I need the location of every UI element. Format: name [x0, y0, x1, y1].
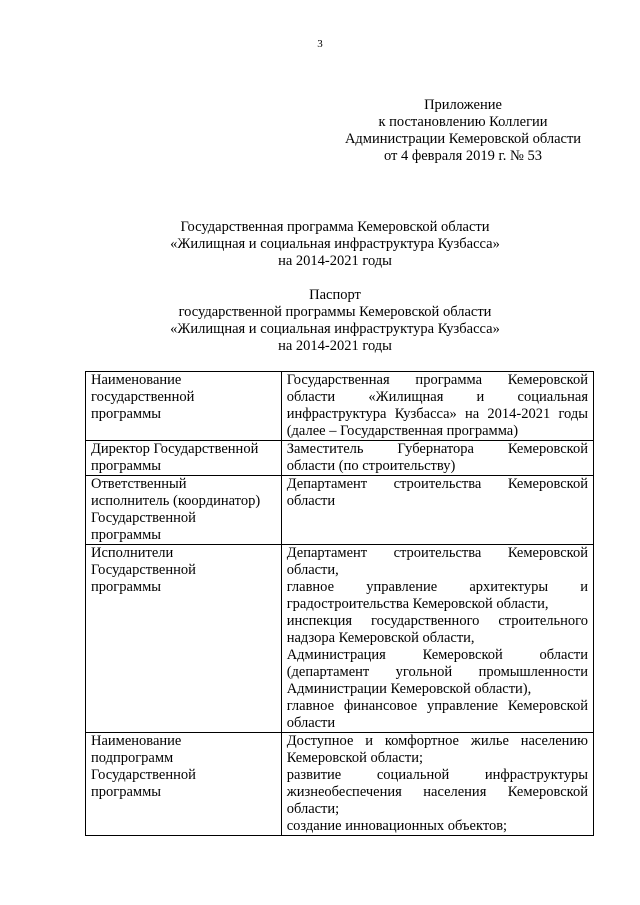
row-label-cell [86, 441, 282, 476]
row-value-line: Департамент строительства Кемеровской [286, 476, 588, 492]
row-value-line: градостроительства Кемеровской области, [286, 596, 549, 612]
row-value-cell [281, 733, 593, 836]
row-value-line: области «Жилищная и социальная [286, 389, 588, 405]
row-label-line: Государственной [91, 562, 196, 578]
program-title-line: Государственная программа Кемеровской области [180, 219, 490, 235]
row-value-cell [281, 476, 593, 545]
program-title-line: на 2014-2021 годы [278, 253, 392, 269]
row-label-line: Исполнители [91, 545, 174, 561]
row-value-line: Администрации Кемеровской области), [286, 681, 532, 697]
row-value-line: инфраструктура Кузбасса» на 2014-2021 годы [286, 406, 588, 422]
passport-table [85, 371, 594, 836]
row-value-cell [281, 372, 593, 441]
row-value-line: области [286, 715, 336, 731]
row-value-line: области (по строительству) [286, 458, 456, 474]
row-value-line: области [286, 493, 336, 509]
row-label-line: государственной [91, 389, 195, 405]
row-value-line: Кемеровской области; [286, 750, 423, 766]
row-value-line: области; [286, 801, 340, 817]
row-label-line: Государственной [91, 510, 196, 526]
row-value-line: развитие социальной инфраструктуры [286, 767, 588, 783]
table-row [86, 441, 594, 476]
page-number: 3 [317, 38, 323, 50]
row-label-line: программы [91, 579, 161, 595]
program-title-line: «Жилищная и социальная инфраструктура Кузбасса» [170, 236, 500, 252]
row-value-line: надзора Кемеровской области, [286, 630, 475, 646]
row-label-line: подпрограмм [91, 750, 174, 766]
row-value-line: Государственная программа Кемеровской [286, 372, 588, 388]
row-value-line: Доступное и комфортное жилье населению [286, 733, 588, 749]
table-row [86, 372, 594, 441]
table-row [86, 476, 594, 545]
passport-title-line: «Жилищная и социальная инфраструктура Кузбасса» [170, 321, 500, 337]
row-label-line: Директор Государственной [91, 441, 259, 457]
row-label-line: исполнитель (координатор) [91, 493, 261, 509]
table-row [86, 545, 594, 733]
row-label-line: программы [91, 527, 161, 543]
row-value-line: (далее – Государственная программа) [286, 423, 519, 439]
row-value-line: главное финансовое управление Кемеровской [286, 698, 588, 714]
row-value-cell [281, 441, 593, 476]
row-value-line: создание инновационных объектов; [286, 818, 508, 834]
row-value-line: Заместитель Губернатора Кемеровской [286, 441, 588, 457]
appendix-line: к постановлению Коллегии [378, 114, 548, 130]
appendix-line: Приложение [424, 97, 502, 113]
row-label-cell [86, 545, 282, 733]
row-value-line: главное управление архитектуры и [286, 579, 588, 595]
passport-title-line: на 2014-2021 годы [278, 338, 392, 354]
row-label-line: программы [91, 406, 161, 422]
row-value-cell [281, 545, 593, 733]
row-label-cell [86, 476, 282, 545]
program-title [0, 219, 640, 270]
row-label-cell [86, 372, 282, 441]
row-value-line: Департамент строительства Кемеровской [286, 545, 588, 561]
row-label-line: Наименование [91, 733, 182, 749]
row-value-line: жизнеобеспечения населения Кемеровской [286, 784, 588, 800]
appendix-line: от 4 февраля 2019 г. № 53 [383, 148, 543, 164]
row-label-line: Наименование [91, 372, 182, 388]
passport-title-line: Паспорт [309, 287, 361, 303]
appendix-line: Администрации Кемеровской области [344, 131, 582, 147]
passport-title-line: государственной программы Кемеровской области [178, 304, 492, 320]
row-label-line: Ответственный [91, 476, 187, 492]
row-value-line: Администрация Кемеровской области [286, 647, 588, 663]
row-value-line: области, [286, 562, 339, 578]
row-label-cell [86, 733, 282, 836]
passport-title [0, 287, 640, 355]
row-label-line: программы [91, 784, 161, 800]
row-value-line: (департамент угольной промышленности [286, 664, 588, 680]
table-row [86, 733, 594, 836]
row-value-line: инспекция государственного строительного [286, 613, 588, 629]
appendix-header [330, 97, 596, 165]
row-label-line: программы [91, 458, 161, 474]
row-label-line: Государственной [91, 767, 196, 783]
